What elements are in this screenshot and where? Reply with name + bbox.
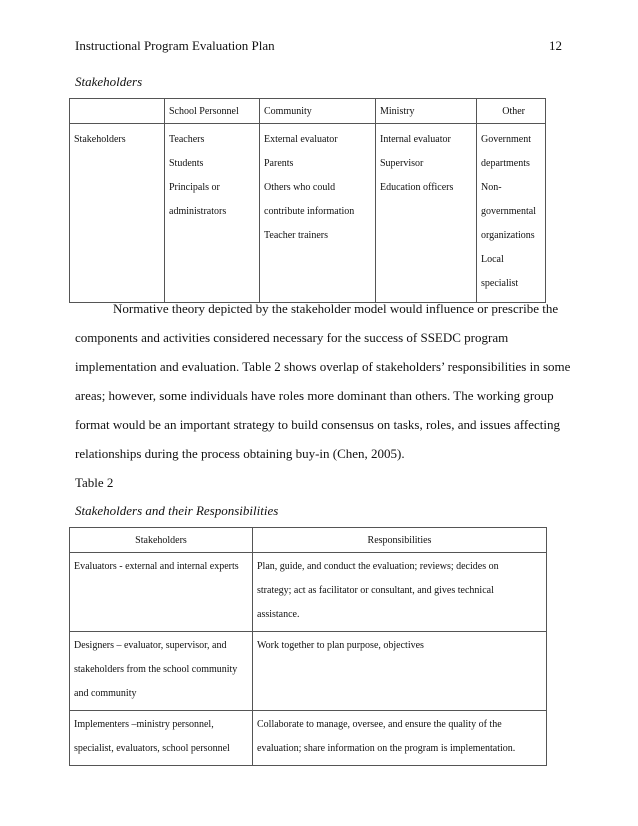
paragraph-line: Normative theory depicted by the stakeholder model would influence or prescribe the <box>113 301 559 316</box>
responsibility-cell: Collaborate to manage, oversee, and ensure the quality of the evaluation; share information on the program is implementation. <box>253 711 547 766</box>
stakeholder-cell: Designers – evaluator, supervisor, and stakeholders from the school community and community <box>70 632 253 711</box>
table-header-cell: Stakeholders <box>70 528 253 553</box>
table-row <box>70 632 547 711</box>
stakeholders-table <box>69 98 546 303</box>
page-number: 12 <box>549 38 562 53</box>
table-row <box>70 124 546 303</box>
table-header-cell: Community <box>260 99 376 124</box>
table-cell: Government departments Non- governmental organizations Local specialist <box>477 124 546 303</box>
table-row <box>70 711 547 766</box>
table-header-cell <box>70 99 165 124</box>
paragraph-line: areas; however, some individuals have roles more dominant than others. The working group <box>75 388 554 403</box>
table-header-row <box>70 99 546 124</box>
paragraph-line: components and activities considered necessary for the success of SSEDC program <box>75 330 509 345</box>
table-row <box>70 553 547 632</box>
table-header-cell: Ministry <box>376 99 477 124</box>
responsibilities-table <box>69 527 547 766</box>
section-title: Stakeholders <box>75 74 143 89</box>
responsibility-cell: Work together to plan purpose, objectives <box>253 632 547 711</box>
stakeholder-cell: Implementers –ministry personnel, specialist, evaluators, school personnel <box>70 711 253 766</box>
paragraph-line: implementation and evaluation. Table 2 shows overlap of stakeholders’ responsibilities in some <box>75 359 571 374</box>
table-cell: Internal evaluator Supervisor Education officers <box>376 124 477 303</box>
paragraph-line: relationships during the process obtaining buy-in (Chen, 2005). <box>75 446 405 461</box>
row-label: Stakeholders <box>70 124 165 303</box>
stakeholder-cell: Evaluators - external and internal experts <box>70 553 253 632</box>
table-caption: Stakeholders and their Responsibilities <box>75 503 279 518</box>
table-number: Table 2 <box>75 475 114 490</box>
table-header-cell: Other <box>477 99 546 124</box>
running-title: Instructional Program Evaluation Plan <box>75 38 275 53</box>
table-cell: External evaluator Parents Others who could contribute information Teacher trainers <box>260 124 376 303</box>
paragraph-line: format would be an important strategy to build consensus on tasks, roles, and issues affecting <box>75 417 560 432</box>
table-header-row <box>70 528 547 553</box>
table-cell: Teachers Students Principals or administrators <box>165 124 260 303</box>
responsibility-cell: Plan, guide, and conduct the evaluation; reviews; decides on strategy; act as facilitator or consultant, and gives technical assistance. <box>253 553 547 632</box>
table-header-cell: School Personnel <box>165 99 260 124</box>
table-header-cell: Responsibilities <box>253 528 547 553</box>
